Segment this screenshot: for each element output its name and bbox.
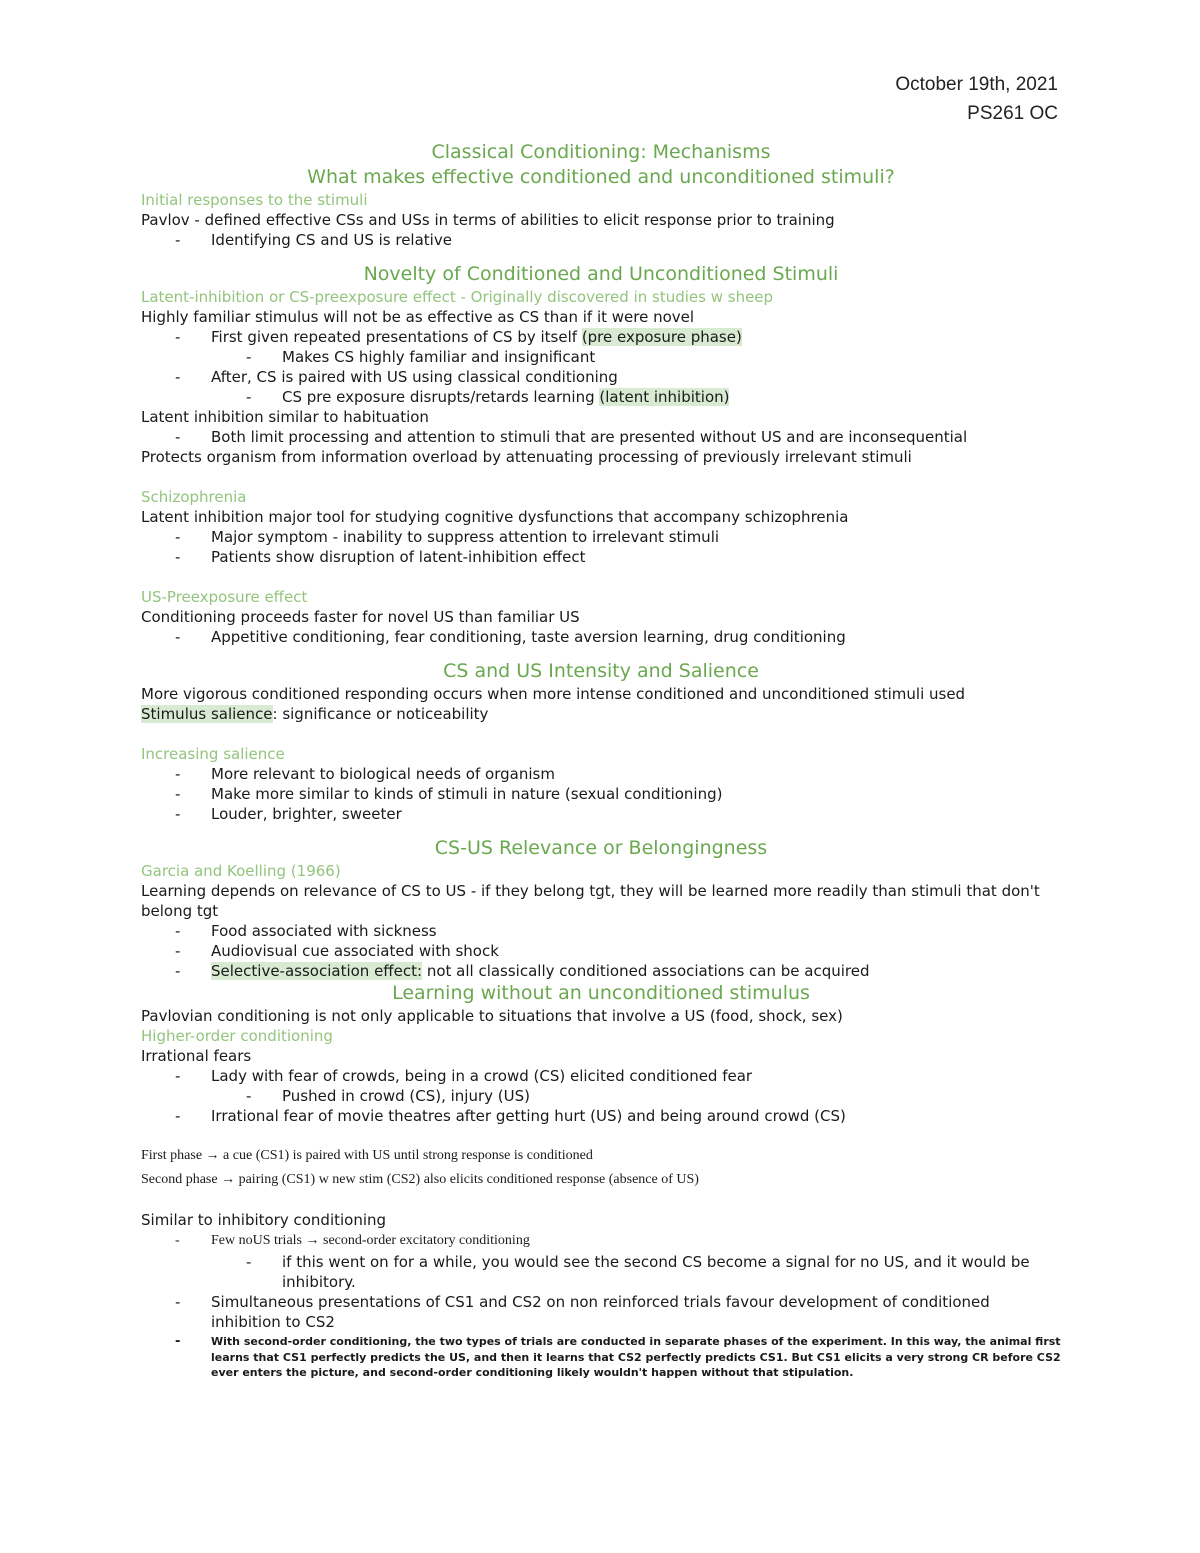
sub-bullet-item: - Makes CS highly familiar and insignificant [141,347,1061,367]
bullet-item: - Appetitive conditioning, fear conditioning, taste aversion learning, drug conditioning [141,627,1061,647]
sub-bullet-item: - Pushed in crowd (CS), injury (US) [141,1086,1061,1106]
section-heading-relevance: CS-US Relevance or Belongingness [434,837,768,859]
page-subtitle: What makes effective conditioned and unconditioned stimuli? [307,166,895,188]
bullet-item: - Audiovisual cue associated with shock [141,941,1061,961]
paragraph: Latent inhibition similar to habituation [141,408,429,426]
paragraph: Pavlovian conditioning is not only applicable to situations that involve a US (food, shock, sex) [141,1007,843,1025]
bullet-list [141,527,1061,567]
highlighted-term: Stimulus salience [141,705,273,723]
bullet-item: - Food associated with sickness [141,921,1061,941]
subheading-latent-inhibition: Latent-inhibition or CS-preexposure effect - Originally discovered in studies w sheep [141,288,774,306]
section-heading-novelty: Novelty of Conditioned and Unconditioned Stimuli [363,263,839,285]
bullet-item-note: - With second-order conditioning, the two types of trials are conducted in separate phases of the experiment. In this way, the animal first learns that CS1 perfectly predicts the US, and then it learns that CS2 perfectly predicts CS1. But CS1 elicits a very strong CR before CS2 ever enters the picture, and second-order conditioning likely wouldn't happen without that stipulation. [141,1332,1061,1381]
highlighted-term: (latent inhibition) [599,388,730,406]
bullet-item: - Make more similar to kinds of stimuli in nature (sexual conditioning) [141,784,1061,804]
bullet-text: not all classically conditioned associations can be acquired [422,962,870,980]
bullet-item: - Both limit processing and attention to stimuli that are presented without US and are inconsequential [141,427,1061,447]
bullet-item: - Simultaneous presentations of CS1 and CS2 on non reinforced trials favour development of conditioned inhibition to CS2 [141,1292,1061,1332]
paragraph: Pavlov - defined effective CSs and USs in terms of abilities to elicit response prior to training [141,211,835,229]
highlighted-term: (pre exposure phase) [581,328,742,346]
notes-content [141,140,1061,1381]
paragraph-text: : significance or noticeability [272,705,489,723]
bullet-item: - Louder, brighter, sweeter [141,804,1061,824]
date-text: October 19th, 2021 [895,74,1058,95]
section-heading-intensity: CS and US Intensity and Salience [443,660,759,682]
bullet-item: - After, CS is paired with US using classical conditioning [141,367,1061,387]
bullet-item: - Identifying CS and US is relative [141,230,1061,250]
bullet-item [141,327,1061,347]
bullet-list [141,427,1061,447]
paragraph: Highly familiar stimulus will not be as effective as CS than if it were novel [141,308,695,326]
highlighted-term: Selective-association effect: [211,962,423,980]
bullet-item: - Lady with fear of crowds, being in a crowd (CS) elicited conditioned fear [141,1066,1061,1086]
subheading-higher-order: Higher-order conditioning [141,1027,333,1045]
sub-bullet-item: - if this went on for a while, you would see the second CS become a signal for no US, and it would be inhibitory. [141,1252,1061,1292]
bullet-item [141,961,1061,981]
subheading-schizophrenia: Schizophrenia [141,488,247,506]
paragraph: Similar to inhibitory conditioning [141,1211,387,1229]
bullet-list [141,764,1061,824]
paragraph: Learning depends on relevance of CS to US - if they belong tgt, they will be learned more readily than stimuli that don't belong tgt [141,882,1040,920]
bullet-list [141,327,1061,407]
header-block [895,70,1058,128]
bullet-item: - More relevant to biological needs of organism [141,764,1061,784]
phase-line: First phase → a cue (CS1) is paired with US until strong response is conditioned [141,1148,593,1163]
page-title: Classical Conditioning: Mechanisms [431,141,771,163]
section-heading-learning-without-us: Learning without an unconditioned stimulus [392,982,810,1004]
subheading-increasing-salience: Increasing salience [141,745,285,763]
bullet-item: - Patients show disruption of latent-inhibition effect [141,547,1061,567]
bullet-item: - Irrational fear of movie theatres after getting hurt (US) and being around crowd (CS) [141,1106,1061,1126]
phase-line: Second phase → pairing (CS1) w new stim (CS2) also elicits conditioned response (absence of US) [141,1172,699,1187]
paragraph: Protects organism from information overload by attenuating processing of previously irrelevant stimuli [141,448,912,466]
paragraph: Latent inhibition major tool for studying cognitive dysfunctions that accompany schizophrenia [141,508,849,526]
subheading-garcia-koelling: Garcia and Koelling (1966) [141,862,341,880]
bullet-list [141,1230,1061,1381]
bullet-list [141,921,1061,981]
bullet-list [141,627,1061,647]
paragraph: Irrational fears [141,1047,252,1065]
bullet-list [141,1066,1061,1126]
bullet-text: First given repeated presentations of CS by itself [211,328,582,346]
subheading-us-preexposure: US-Preexposure effect [141,588,308,606]
bullet-list [141,230,1061,250]
sub-bullet-item [141,387,1061,407]
bullet-item: - Major symptom - inability to suppress attention to irrelevant stimuli [141,527,1061,547]
course-code: PS261 OC [967,103,1058,124]
paragraph: Conditioning proceeds faster for novel US than familiar US [141,608,580,626]
bullet-item: - Few noUS trials → second-order excitatory conditioning [141,1230,1061,1252]
bullet-text: CS pre exposure disrupts/retards learning [282,388,600,406]
paragraph [141,704,1061,724]
paragraph: More vigorous conditioned responding occurs when more intense conditioned and unconditioned stimuli used [141,685,966,703]
subheading-initial-responses: Initial responses to the stimuli [141,191,368,209]
